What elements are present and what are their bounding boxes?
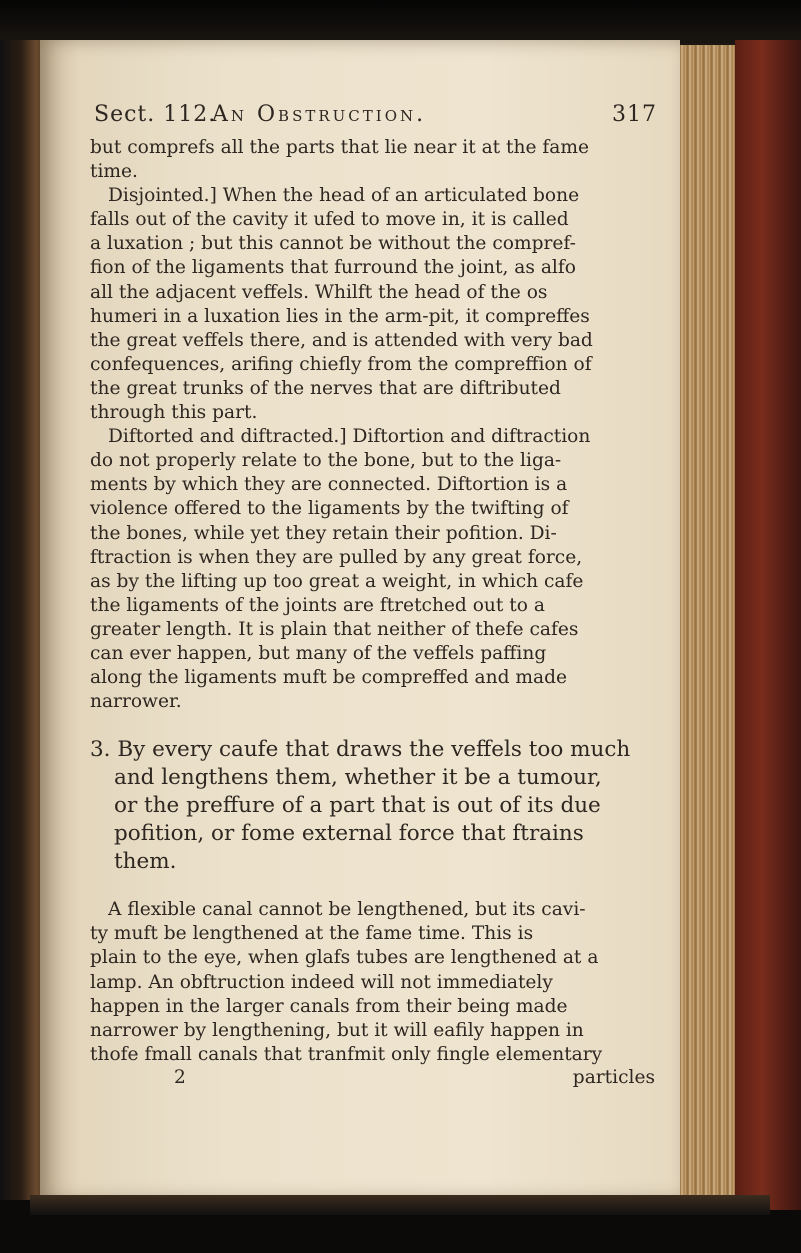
text-line: as by the lifting up too great a weight, in which cafe [90, 570, 584, 592]
text-line: the great trunks of the nerves that are diftributed [90, 377, 561, 399]
text-line: ty muft be lengthened at the fame time. This is [90, 923, 534, 945]
running-title: An Obstruction. [212, 102, 427, 127]
rule-three [90, 736, 655, 876]
text-line: the ligaments of the joints are ftretched out to a [90, 594, 545, 616]
text-line: A flexible canal cannot be lengthened, but its cavi- [108, 899, 586, 921]
text-line: and lengthens them, whether it be a tumour, [114, 765, 602, 791]
paragraph-flexible-canal [90, 898, 655, 1067]
text-line: but comprefs all the parts that lie near it at the fame [90, 137, 590, 158]
text-line: or the preffure of a part that is out of its due [114, 793, 601, 819]
catchword: particles [572, 1066, 655, 1088]
text-line: ftraction is when they are pulled by any great force, [90, 546, 583, 568]
page-number: 317 [612, 102, 657, 127]
text-line: all the adjacent veffels. Whilft the head of the os [90, 281, 548, 303]
text-line: lamp. An obftruction indeed will not immediately [90, 971, 553, 993]
text-line: the bones, while yet they retain their pofition. Di- [90, 522, 557, 544]
text-line: Diftorted and diftracted.] Diftortion and diftraction [108, 426, 591, 448]
text-line: ments by which they are connected. Diftortion is a [90, 474, 568, 496]
paragraph-disjointed [90, 184, 655, 425]
text-line: confequences, arifing chiefly from the compreffion of [90, 353, 592, 375]
text-line: happen in the larger canals from their being made [90, 995, 568, 1017]
book-cover-edge [735, 40, 801, 1210]
text-line: the great veffels there, and is attended with very bad [90, 329, 593, 351]
signature-mark: 2 [174, 1066, 186, 1088]
text-line: along the ligaments muft be compreffed and made [90, 667, 568, 689]
text-line: can ever happen, but many of the veffels paffing [90, 642, 547, 664]
section-label: Sect. 112. [94, 102, 217, 127]
page-text [90, 102, 655, 1093]
text-line: humeri in a luxation lies in the arm-pit, it compreffes [90, 305, 590, 327]
scan-top-edge [0, 0, 801, 45]
scan-bottom-edge [30, 1195, 770, 1215]
text-line: fion of the ligaments that furround the joint, as alfo [90, 257, 576, 279]
paragraph-continuation [90, 136, 655, 184]
text-line: violence offered to the ligaments by the twifting of [90, 498, 569, 520]
text-line: narrower. [90, 691, 182, 713]
text-line: through this part. [90, 402, 258, 424]
text-line: do not properly relate to the bone, but to the liga- [90, 450, 562, 472]
text-line: greater length. It is plain that neither of thefe cafes [90, 618, 579, 640]
text-line: Disjointed.] When the head of an articulated bone [108, 185, 580, 207]
text-line: 3. By every caufe that draws the veffels too much [90, 737, 631, 763]
text-line: plain to the eye, when glafs tubes are lengthened at a [90, 947, 599, 969]
text-line: a luxation ; but this cannot be without the compref- [90, 233, 576, 255]
running-header [90, 102, 655, 136]
text-line: thofe fmall canals that tranfmit only fingle elementary [90, 1043, 603, 1065]
text-line: falls out of the cavity it ufed to move in, it is called [90, 209, 569, 231]
text-line: pofition, or fome external force that ftrains [114, 821, 584, 847]
text-line: them. [114, 849, 177, 875]
text-line: narrower by lengthening, but it will eafily happen in [90, 1019, 584, 1041]
text-line: time. [90, 161, 138, 183]
page-footer [90, 1067, 655, 1093]
paragraph-distorted [90, 425, 655, 714]
